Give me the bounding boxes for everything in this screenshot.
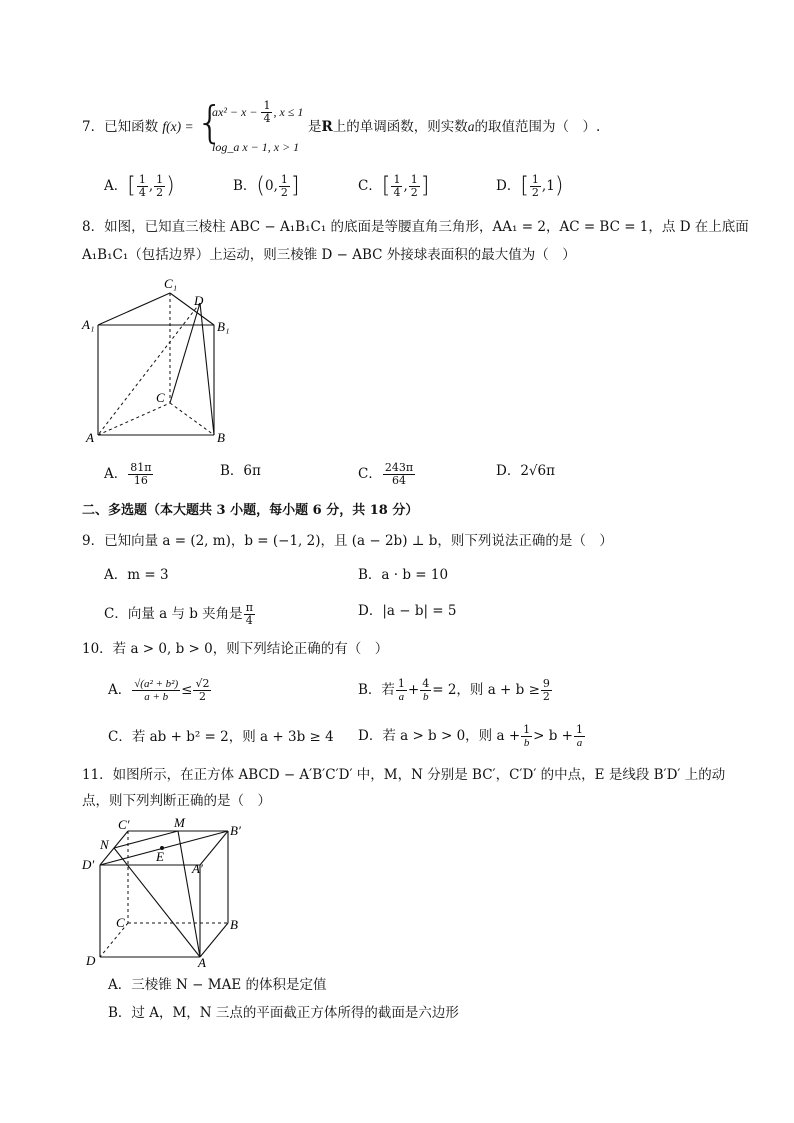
- q11-cube-figure: [80, 815, 250, 970]
- q10-option-d: D．若 a > b > 0，则 a + $\frac{1}{b}$ > b + $\frac{1}{a}$: [358, 723, 583, 749]
- label-bp: B′: [230, 823, 241, 838]
- q7-option-a: A．[ $\frac{1}{4}$ , $\frac{1}{2}$ ): [104, 173, 175, 199]
- line-nm: [114, 831, 178, 848]
- q11-option-a: A．三棱锥 N − MAE 的体积是定值: [108, 977, 327, 993]
- q8-stem-line2: A₁B₁C₁（包括边界）上运动，则三棱锥 D − ABC 外接球表面积的最大值为（ ）: [82, 247, 576, 263]
- label-a1: A₁: [82, 317, 95, 332]
- q7-option-b: B．(0, $\frac{1}{2}$ ]: [233, 173, 300, 199]
- q8-prism-figure: [80, 275, 240, 450]
- q11-stem-line2: 点，则下列判断正确的是（ ）: [82, 793, 271, 809]
- q10-stem: 10．若 a > 0, b > 0，则下列结论正确的有（ ）: [82, 641, 389, 657]
- q11-option-b: B．过 A，M，N 三点的平面截正方体所得的截面是六边形: [108, 1005, 459, 1021]
- edge-a-b: [200, 923, 228, 957]
- q10-option-c: C．若 ab + b² = 2，则 a + 3b ≥ 4: [108, 729, 334, 745]
- label-a: A: [198, 955, 206, 970]
- q7-piece1: ax² − x − $\frac{1}{4}$ , x ≤ 1: [212, 99, 304, 125]
- edge-a1c1: [98, 293, 170, 325]
- edge-cb: [170, 403, 214, 435]
- q8-option-b: B．6π: [220, 463, 261, 479]
- q7-option-d: D．[ $\frac{1}{2}$ ,1): [496, 173, 564, 199]
- q7-stem: 7．已知函数 f(x) =: [82, 119, 194, 135]
- q8-option-a: A． $\frac{81\pi}{16}$: [104, 461, 152, 487]
- edge-ac: [98, 403, 170, 435]
- label-dp: D′: [82, 857, 95, 872]
- label-d: D: [86, 953, 96, 968]
- q9-option-a: A．m = 3: [104, 567, 169, 583]
- edge-c1b1: [170, 293, 214, 325]
- label-d: D: [194, 293, 204, 308]
- q8-stem-line1: 8．如图，已知直三棱柱 ABC − A₁B₁C₁ 的底面是等腰直角三角形，AA₁ = 2，AC = BC = 1，点 D 在上底面: [82, 219, 749, 235]
- label-a: A: [86, 430, 94, 445]
- label-b1: B₁: [217, 319, 230, 334]
- label-cp: C′: [118, 817, 130, 832]
- label-m: M: [174, 815, 185, 830]
- label-c1: C₁: [164, 276, 178, 291]
- edge-ap-bp: [200, 831, 228, 865]
- label-e: E: [156, 849, 164, 864]
- q10-option-b: B．若 $\frac{1}{a}$ + $\frac{4}{b}$ = 2，则 a + b ≥ $\frac{9}{2}$: [358, 677, 550, 703]
- label-b: B: [230, 917, 238, 932]
- line-m-a: [178, 831, 200, 957]
- label-b: B: [217, 430, 225, 445]
- q8-option-d: D．2√6π: [496, 463, 555, 479]
- label-c: C: [116, 915, 125, 930]
- q9-stem: 9．已知向量 a = (2, m)，b = (−1, 2)，且 (a − 2b) ⊥ b，则下列说法正确的是（ ）: [82, 533, 613, 549]
- q9-option-c: C．向量 a 与 b 夹角是 $\frac{\pi}{4}$: [104, 601, 253, 627]
- label-c: C: [156, 390, 165, 405]
- section-2-heading: 二、多选题（本大题共 3 小题，每小题 6 分，共 18 分）: [82, 503, 419, 518]
- q7-piece2: log_a x − 1, x > 1: [212, 140, 300, 154]
- q8-option-c: C． $\frac{243\pi}{64}$: [358, 461, 414, 487]
- q7-suffix: 是R上的单调函数，则实数a的取值范围为（ ）.: [308, 119, 601, 135]
- q11-stem-line1: 11．如图所示，在正方体 ABCD − A′B′C′D′ 中，M，N 分别是 BC′，C′D′ 的中点，E 是线段 B′D′ 上的动: [82, 767, 726, 783]
- q7-brace: {: [196, 97, 224, 148]
- q9-option-d: D．|a − b| = 5: [358, 603, 457, 619]
- edge-dc: [170, 303, 200, 403]
- q9-option-b: B．a · b = 10: [358, 567, 449, 583]
- line-n-a: [114, 848, 200, 957]
- q10-option-a: A． $\frac{\text{√(a² + b²)}}{a + b}$ ≤ $\frac{√2}{2}$: [108, 677, 210, 703]
- label-n: N: [100, 837, 109, 852]
- q7-option-c: C．[ $\frac{1}{4}$ , $\frac{1}{2}$ ]: [358, 173, 430, 199]
- edge-da: [98, 303, 200, 435]
- label-ap: A′: [192, 861, 203, 876]
